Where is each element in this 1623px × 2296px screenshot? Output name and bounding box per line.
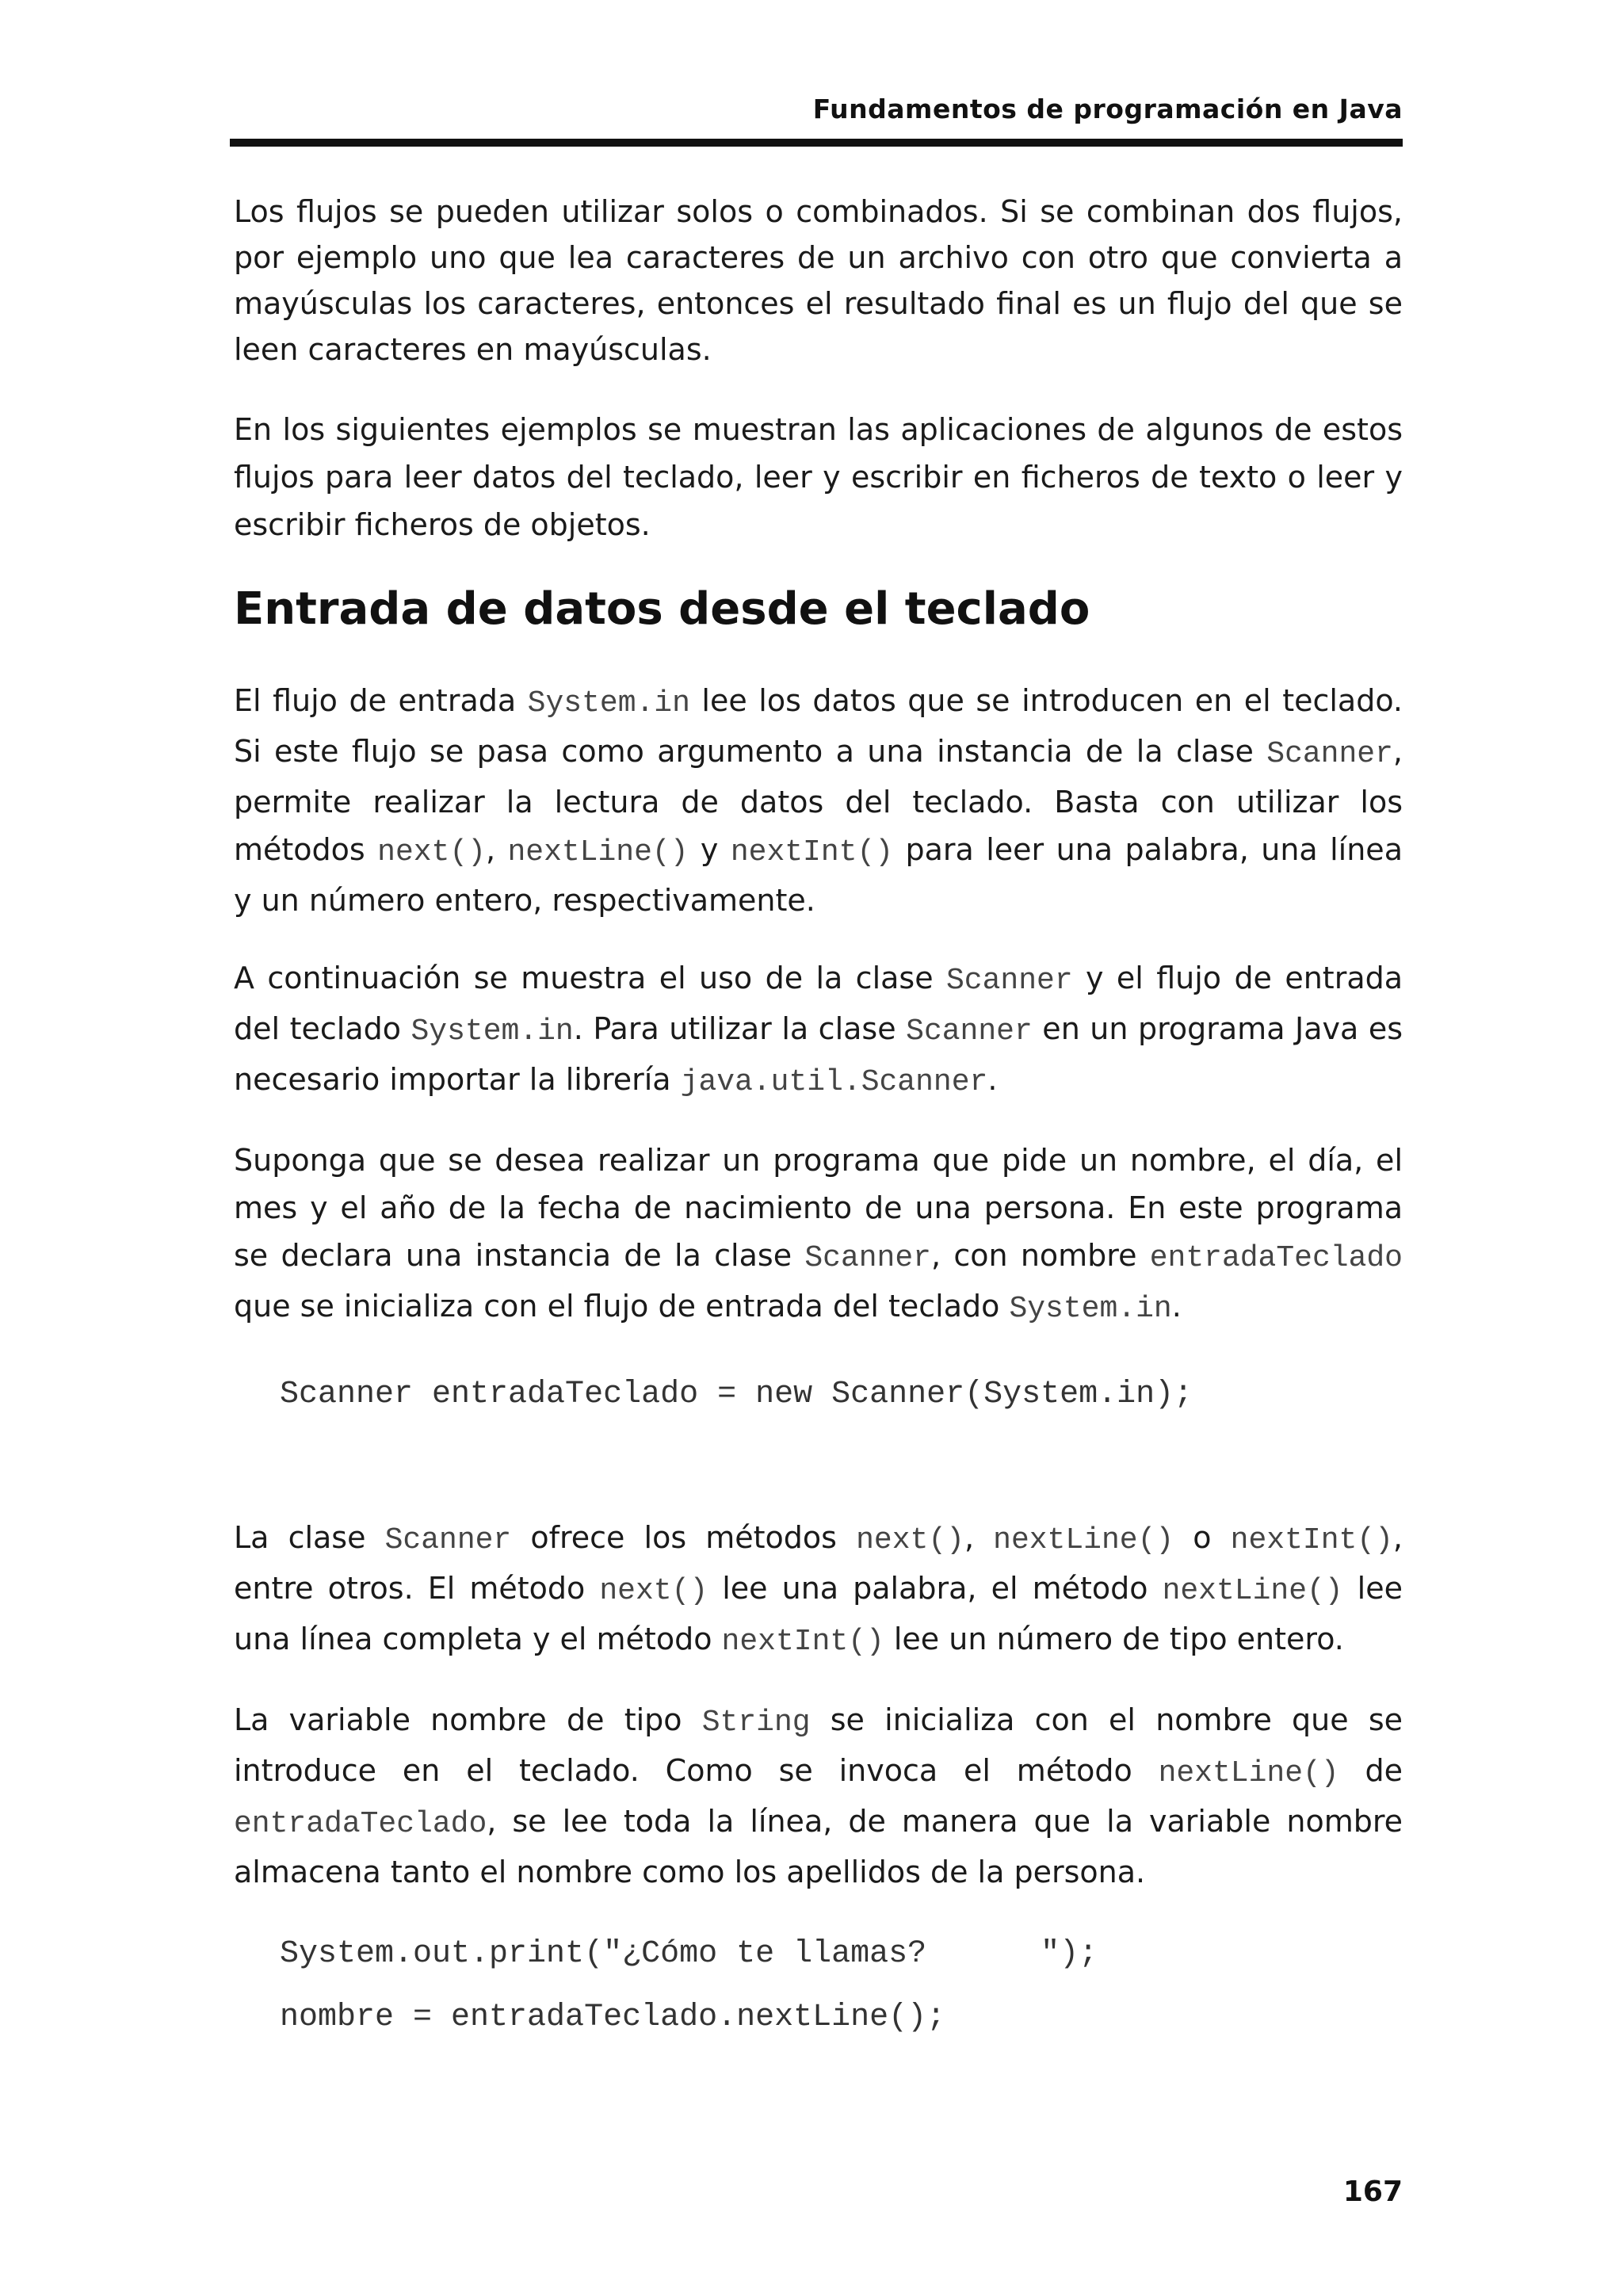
header-rule — [230, 139, 1403, 147]
paragraph-system-in — [234, 677, 1403, 924]
code-block-read-name — [280, 1923, 1403, 2050]
text-run: . — [987, 1062, 998, 1097]
text-run: y — [688, 832, 731, 867]
inline-code: nextInt() — [721, 1625, 884, 1659]
text-run: de — [1338, 1753, 1403, 1788]
inline-code: Scanner — [946, 964, 1073, 998]
text-run: lee una palabra, el método — [708, 1571, 1163, 1606]
inline-code: Scanner — [804, 1241, 931, 1275]
text-run: La variable nombre de tipo — [234, 1702, 702, 1737]
paragraph-variable-nombre — [234, 1696, 1403, 1896]
paragraph-scanner-usage — [234, 954, 1403, 1106]
code-line: nombre = entradaTeclado.nextLine(); — [280, 2000, 946, 2035]
page-number: 167 — [1342, 2176, 1403, 2208]
inline-code: nextInt() — [1230, 1523, 1393, 1557]
text-run: . Para utilizar la clase — [573, 1011, 907, 1046]
text-run: , permite realizar la lectura de datos del teclado. Basta con utilizar los métodos — [234, 734, 1403, 867]
text-run: , — [964, 1520, 994, 1555]
text-run: . — [1171, 1289, 1182, 1324]
text-run: , con nombre — [930, 1238, 1150, 1273]
inline-code: Scanner — [1266, 737, 1393, 771]
paragraph-examples-intro: En los siguientes ejemplos se muestran las aplicaciones de algunos de estos flujos para leer datos del teclado, leer y escribir en ficheros de texto o leer y escribir ficheros de objetos. — [234, 412, 1403, 542]
text-run: lee una línea completa y el método — [234, 1571, 1403, 1656]
running-header: Fundamentos de programación en Java — [812, 94, 1403, 124]
page-content — [234, 189, 1403, 2050]
text-run: o — [1174, 1520, 1231, 1555]
text-run: ofrece los métodos — [511, 1520, 857, 1555]
inline-code: nextLine() — [1162, 1574, 1343, 1608]
inline-code: nextLine() — [993, 1523, 1174, 1557]
inline-code: nextLine() — [1158, 1756, 1339, 1790]
text-run: , se lee toda la línea, de manera que la variable nombre almacena tanto el nombre como los apellidos de la persona. — [234, 1804, 1403, 1889]
code-line: System.out.print("¿Cómo te llamas? "); — [280, 1936, 1098, 1972]
code-block-scanner-declaration — [280, 1363, 1403, 1427]
paragraph-scanner-methods — [234, 1514, 1403, 1666]
code-line: Scanner entradaTeclado = new Scanner(System.in); — [280, 1377, 1193, 1412]
text-run: lee los datos que se introducen en el teclado. Si este flujo se pasa como argumento a una instancia de la clase — [234, 683, 1403, 769]
text-run: Suponga que se desea realizar un programa que pide un nombre, el día, el mes y el año de la fecha de nacimiento de una persona. En este programa se declara una instancia de la clase — [234, 1143, 1403, 1273]
section-heading: Entrada de datos desde el teclado — [234, 583, 1090, 635]
text-run: La clase — [234, 1520, 385, 1555]
text-run: se inicializa con el nombre que se introduce en el teclado. Como se invoca el método — [234, 1702, 1403, 1788]
inline-code: entradaTeclado — [1149, 1241, 1403, 1275]
text-run: y el flujo de entrada del teclado — [234, 961, 1403, 1046]
inline-code: Scanner — [906, 1014, 1033, 1049]
text-run: A continuación se muestra el uso de la clase — [234, 961, 946, 995]
inline-code: String — [701, 1706, 811, 1740]
inline-code: next() — [377, 835, 486, 869]
text-run: , — [485, 832, 508, 867]
text-run: lee un número de tipo entero. — [884, 1622, 1344, 1656]
inline-code: System.in — [411, 1014, 574, 1049]
inline-code: Scanner — [384, 1523, 512, 1557]
inline-code: System.in — [527, 686, 690, 720]
inline-code: next() — [856, 1523, 964, 1557]
text-run: que se inicializa con el flujo de entrada del teclado — [234, 1289, 1010, 1324]
inline-code: nextLine() — [507, 835, 689, 869]
text-run: , entre otros. El método — [234, 1520, 1403, 1606]
inline-code: java.util.Scanner — [680, 1065, 988, 1099]
text-run: para leer una palabra, una línea y un número entero, respectivamente. — [234, 832, 1403, 918]
text-run: El flujo de entrada — [234, 683, 528, 718]
paragraph-program-example — [234, 1137, 1403, 1333]
inline-code: entradaTeclado — [234, 1807, 487, 1841]
document-page — [234, 0, 1403, 2296]
inline-code: next() — [599, 1574, 708, 1608]
inline-code: System.in — [1009, 1292, 1172, 1326]
inline-code: nextInt() — [730, 835, 894, 869]
paragraph-flows-combined: Los flujos se pueden utilizar solos o combinados. Si se combinan dos flujos, por ejemplo uno que lea caracteres de un archivo con otro que convierta a mayúsculas los caracteres, entonces el resultado final es un flujo del que se leen caracteres en mayúsculas. — [234, 194, 1403, 367]
text-run: en un programa Java es necesario importar la librería — [234, 1011, 1403, 1097]
